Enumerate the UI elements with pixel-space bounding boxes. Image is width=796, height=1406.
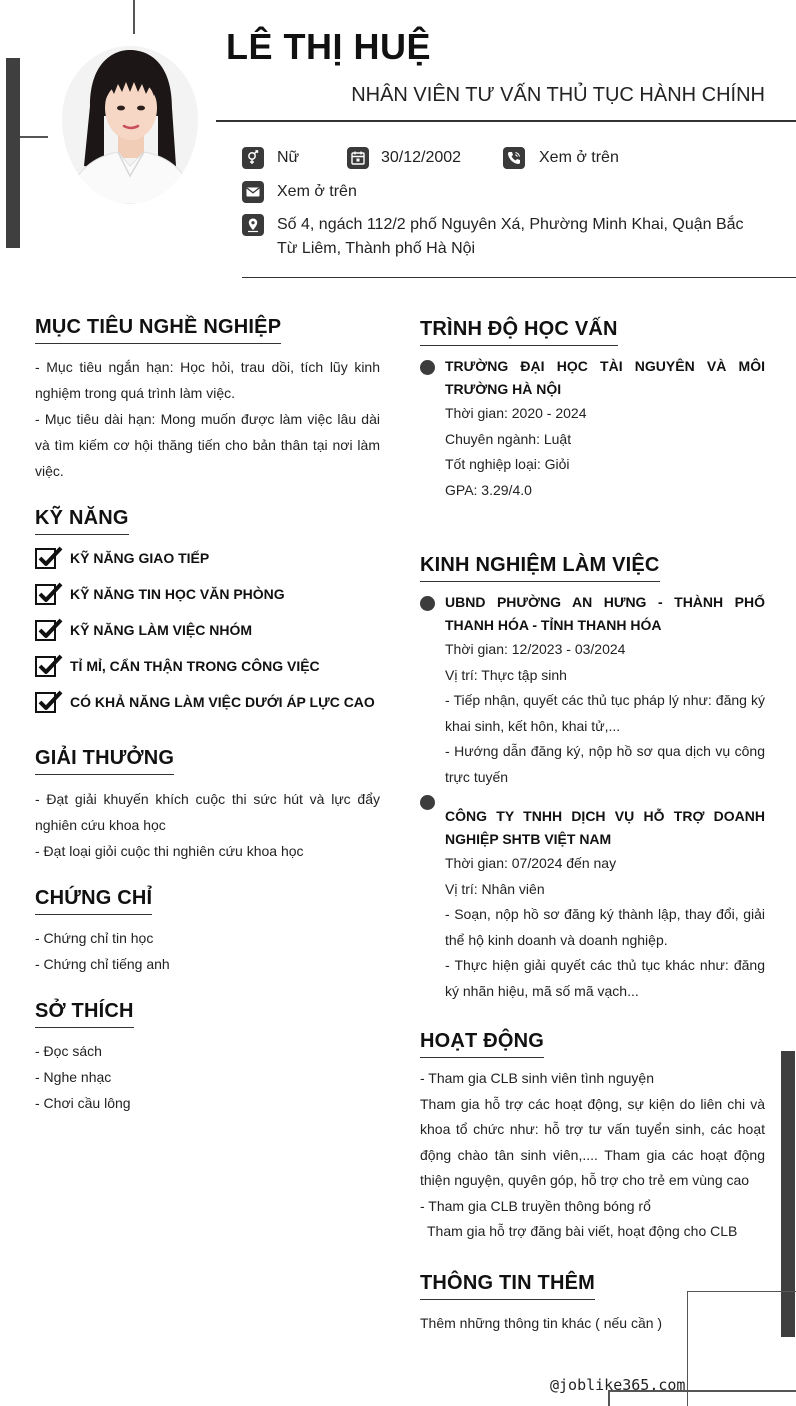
avatar (62, 46, 198, 204)
skill-label: CÓ KHẢ NĂNG LÀM VIỆC DƯỚI ÁP LỰC CAO (70, 694, 375, 710)
skill-item (35, 689, 395, 715)
additional-title: THÔNG TIN THÊM (420, 1272, 595, 1300)
job-task: - Tiếp nhận, quyết các thủ tục pháp lý như: đăng ký khai sinh, kết hôn, khai tử,... (445, 692, 765, 734)
hobby-item: - Đọc sách (35, 1043, 102, 1059)
awards-list (35, 786, 380, 864)
activities-title: HOẠT ĐỘNG (420, 1030, 544, 1058)
info-gender (242, 146, 299, 170)
certificates-section (35, 887, 152, 915)
award-item: - Đạt loại giỏi cuộc thi nghiên cứu khoa học (35, 843, 304, 859)
checkbox-checked-icon (35, 654, 63, 678)
education-grade: Tốt nghiệp loại: Giỏi (445, 456, 570, 472)
certificate-item: - Chứng chỉ tiếng anh (35, 956, 170, 972)
company-name: UBND PHƯỜNG AN HƯNG - THÀNH PHỐ THANH HÓA - TỈNH THANH HÓA (445, 594, 765, 633)
address-value: Số 4, ngách 112/2 phố Nguyên Xá, Phường Minh Khai, Quận Bắc Từ Liêm, Thành phố Hà Nội (277, 216, 744, 257)
skill-label: KỸ NĂNG GIAO TIẾP (70, 550, 210, 566)
education-title: TRÌNH ĐỘ HỌC VẤN (420, 318, 618, 346)
decor-line-left (20, 136, 48, 138)
skill-item (35, 617, 395, 643)
checkbox-checked-icon (35, 546, 63, 570)
info-birthday (347, 146, 461, 170)
decor-line-top (133, 0, 135, 34)
education-gpa: GPA: 3.29/4.0 (445, 481, 532, 498)
activity-line: Tham gia hỗ trợ đăng bài viết, hoạt động cho CLB (427, 1223, 738, 1239)
activity-line: - Tham gia CLB truyền thông bóng rổ (420, 1197, 651, 1214)
header-divider (216, 120, 796, 122)
checkbox-checked-icon (35, 618, 63, 642)
education-time: Thời gian: 2020 - 2024 (445, 405, 587, 421)
certificates-title: CHỨNG CHỈ (35, 887, 152, 915)
school-name: TRƯỜNG ĐẠI HỌC TÀI NGUYÊN VÀ MÔI TRƯỜNG HÀ NỘI (445, 358, 765, 397)
hobbies-section (35, 1000, 134, 1028)
skill-label: KỸ NĂNG TIN HỌC VĂN PHÒNG (70, 586, 285, 602)
info-phone (503, 146, 619, 170)
experience-bullet (420, 795, 435, 810)
skill-item (35, 581, 395, 607)
hobbies-list (35, 1038, 380, 1116)
job-task: - Thực hiện giải quyết các thủ tục khác như: đăng ký nhãn hiệu, mã số mã vạch... (445, 957, 765, 999)
job-position: Vị trí: Thực tập sinh (445, 666, 567, 683)
job-task: - Hướng dẫn đăng ký, nộp hồ sơ qua dịch vụ công trực tuyến (445, 743, 765, 785)
info-email (242, 180, 357, 204)
phone-icon (503, 147, 525, 169)
objective-short-term: - Mục tiêu ngắn hạn: Học hỏi, trau dồi, tích lũy kinh nghiệm trong quá trình làm việc. (35, 359, 380, 401)
gender-value: Nữ (277, 149, 300, 166)
objective-body (35, 354, 380, 484)
award-item: - Đạt giải khuyến khích cuộc thi sức hút và lực đẩy nghiên cứu khoa học (35, 791, 380, 833)
certificate-item: - Chứng chỉ tin học (35, 930, 154, 946)
email-icon (242, 181, 264, 203)
decor-box-bottom-right (687, 1291, 796, 1406)
email-value: Xem ở trên (277, 183, 357, 200)
activity-line: Tham gia hỗ trợ các hoạt động, sự kiện do liên chi và khoa tổ chức như: hỗ trợ tư vấn tuyển sinh, các hoạt động chào tân sinh viên,.... Tham gia các hoạt động thiện nguyện, quyên góp, hỗ trợ cho trẻ em vùng cao (420, 1095, 765, 1188)
company-name: CÔNG TY TNHH DỊCH VỤ HỖ TRỢ DOANH NGHIỆP SHTB VIỆT NAM (445, 808, 765, 847)
info-divider (242, 277, 796, 278)
hobby-item: - Nghe nhạc (35, 1069, 112, 1085)
job-position: Vị trí: Nhân viên (445, 880, 545, 897)
additional-text: Thêm những thông tin khác ( nếu cần ) (420, 1315, 663, 1331)
education-section (420, 318, 618, 346)
awards-section (35, 747, 174, 775)
hobbies-title: SỞ THÍCH (35, 1000, 134, 1028)
experience-bullet (420, 596, 435, 611)
objective-long-term: - Mục tiêu dài hạn: Mong muốn được làm việc lâu dài và tìm kiếm cơ hội thăng tiến cho bản thân tại nơi làm việc. (35, 411, 380, 479)
calendar-icon (347, 147, 369, 169)
skills-section (35, 507, 129, 535)
awards-title: GIẢI THƯỞNG (35, 747, 174, 775)
watermark: @joblike365.com (550, 1376, 686, 1394)
education-entry (445, 355, 765, 503)
experience-entry (445, 805, 765, 1004)
job-time: Thời gian: 07/2024 đến nay (445, 855, 617, 871)
gender-icon (242, 147, 264, 169)
objective-title: MỤC TIÊU NGHỀ NGHIỆP (35, 316, 281, 344)
experience-entry (445, 591, 765, 790)
activities-body (420, 1066, 765, 1245)
activity-line: - Tham gia CLB sinh viên tình nguyện (420, 1070, 654, 1086)
skill-item (35, 545, 395, 571)
birthday-value: 30/12/2002 (381, 149, 462, 166)
skills-list (35, 545, 395, 715)
education-bullet (420, 360, 435, 375)
decor-bar-left (6, 58, 20, 248)
job-title: NHÂN VIÊN TƯ VẤN THỦ TỤC HÀNH CHÍNH (351, 84, 765, 106)
job-task: - Soạn, nộp hồ sơ đăng ký thành lập, thay đổi, giải thể hộ kinh doanh và doanh nghiệp. (445, 906, 765, 948)
activities-section (420, 1030, 544, 1058)
skill-label: TỈ MỈ, CẨN THẬN TRONG CÔNG VIỆC (70, 658, 320, 674)
location-pin-icon (242, 214, 264, 236)
experience-title: KINH NGHIỆM LÀM VIỆC (420, 554, 660, 582)
education-major: Chuyên ngành: Luật (445, 430, 572, 447)
experience-section (420, 554, 660, 582)
phone-value: Xem ở trên (539, 149, 619, 166)
certificates-list (35, 925, 380, 977)
skill-item (35, 653, 395, 679)
additional-section (420, 1272, 595, 1300)
skills-title: KỸ NĂNG (35, 507, 129, 535)
hobby-item: - Chơi cầu lông (35, 1095, 131, 1111)
objective-section (35, 316, 281, 344)
candidate-name: LÊ THỊ HUỆ (226, 26, 432, 67)
checkbox-checked-icon (35, 582, 63, 606)
checkbox-checked-icon (35, 690, 63, 714)
job-time: Thời gian: 12/2023 - 03/2024 (445, 641, 626, 657)
skill-label: KỸ NĂNG LÀM VIỆC NHÓM (70, 622, 252, 638)
